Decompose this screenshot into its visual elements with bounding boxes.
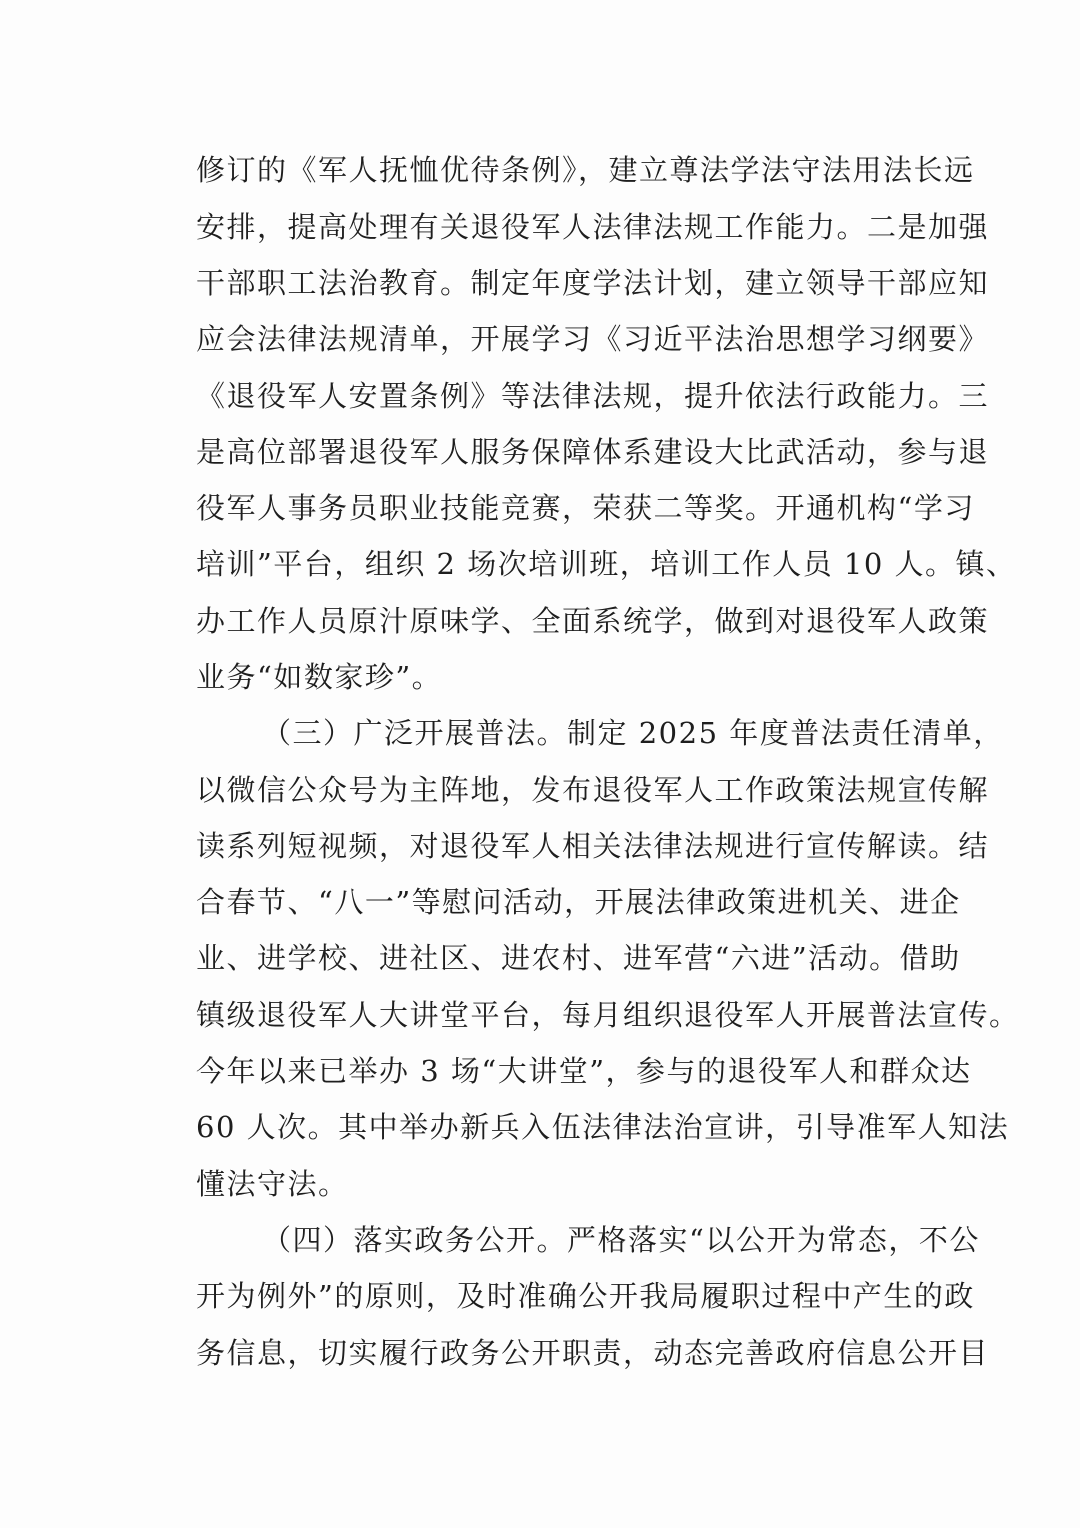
text-line: 《退役军人安置条例》等法律法规，提升依法行政能力。三 <box>196 379 990 413</box>
text-line: 役军人事务员职业技能竞赛，荣获二等奖。开通机构“学习 <box>196 491 975 525</box>
text-line: 合春节、“八一”等慰问活动，开展法律政策进机关、进企 <box>196 885 961 919</box>
text-line: 以微信公众号为主阵地，发布退役军人工作政策法规宣传解 <box>196 773 990 807</box>
text-line: 培训”平台，组织 2 场次培训班，培训工作人员 10 人。镇、 <box>196 547 1017 581</box>
text-line: 读系列短视频，对退役军人相关法律法规进行宣传解读。结 <box>196 829 990 863</box>
text-line: 镇级退役军人大讲堂平台，每月组织退役军人开展普法宣传。 <box>196 998 1020 1032</box>
text-line: 修订的《军人抚恤优待条例》，建立尊法学法守法用法长远 <box>196 153 975 187</box>
text-line: 业务“如数家珍”。 <box>196 660 443 694</box>
text-line: 是高位部署退役军人服务保障体系建设大比武活动，参与退 <box>196 435 990 469</box>
text-line: 应会法律法规清单，开展学习《习近平法治思想学习纲要》 <box>196 322 990 356</box>
text-line: 开为例外”的原则，及时准确公开我局履职过程中产生的政 <box>196 1279 975 1313</box>
text-line: 今年以来已举办 3 场“大讲堂”，参与的退役军人和群众达 <box>196 1054 972 1088</box>
section-heading-line: （三）广泛开展普法。制定 2025 年度普法责任清单， <box>262 716 1004 750</box>
text-line: 业、进学校、进社区、进农村、进军营“六进”活动。借助 <box>196 941 961 975</box>
text-line: 懂法守法。 <box>196 1167 349 1201</box>
section-heading-line: （四）落实政务公开。严格落实“以公开为常态，不公 <box>262 1223 980 1257</box>
text-line: 60 人次。其中举办新兵入伍法律法治宣讲，引导准军人知法 <box>196 1110 1010 1144</box>
text-line: 干部职工法治教育。制定年度学法计划，建立领导干部应知 <box>196 266 990 300</box>
text-line: 务信息，切实履行政务公开职责，动态完善政府信息公开目 <box>196 1336 990 1370</box>
text-line: 安排，提高处理有关退役军人法律法规工作能力。二是加强 <box>196 210 990 244</box>
text-line: 办工作人员原汁原味学、全面系统学，做到对退役军人政策 <box>196 604 990 638</box>
